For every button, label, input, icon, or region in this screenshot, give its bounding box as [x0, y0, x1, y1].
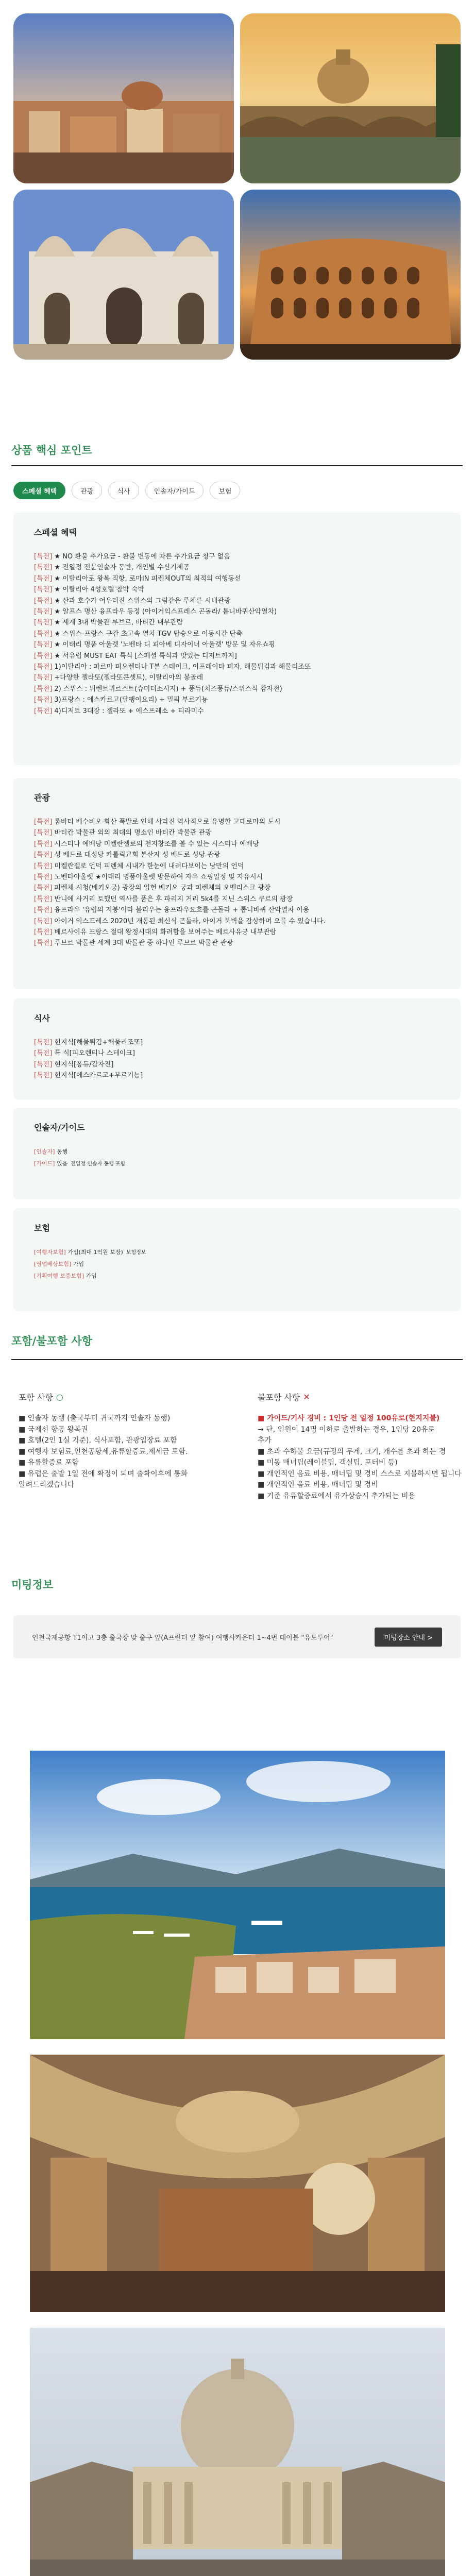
list-item: [34, 617, 440, 628]
item-tag: [기획여행 보증보험]: [34, 1273, 84, 1279]
circle-icon: ○: [56, 1392, 63, 1402]
list-item: [34, 1037, 440, 1048]
item-text: 현지식[퐁듀/감자전]: [54, 1060, 114, 1069]
list-item: → 단, 인원이 14명 이하로 출발하는 경우, 1인당 20유로: [258, 1425, 435, 1434]
item-tag: [특전]: [34, 862, 53, 870]
inclusions-divider: [11, 1359, 463, 1360]
item-tag: [특전]: [34, 840, 53, 848]
list-item: [34, 817, 440, 827]
item-tag: [특전]: [34, 928, 53, 937]
item-tag: [여행자보험]: [34, 1249, 66, 1256]
list-item: [34, 1059, 440, 1070]
list-item: [34, 596, 440, 606]
item-text: 루브르 박물관 세계 3대 박물관 중 하나인 루브르 박물관 관광: [54, 939, 233, 947]
meal-list: [34, 1037, 440, 1081]
tab-meal[interactable]: 식사: [108, 482, 139, 499]
item-tag: [특전]: [34, 1049, 53, 1058]
item-text: ★ 스위스-프랑스 구간 초고속 열차 TGV 탑승으로 이동시간 단축: [54, 630, 243, 638]
list-item: [34, 639, 440, 650]
list-item: [34, 629, 440, 639]
insurance-card: [13, 1208, 461, 1311]
list-item: [34, 883, 440, 893]
item-text: 2) 스위스 : 뮈렌트뮈르스트(슈미터소시지) + 퐁듀(치즈퐁듀/스위스식 감자전): [54, 685, 282, 693]
item-tag: [특전]: [34, 696, 53, 704]
special-heading: 스페셜 혜택: [34, 528, 77, 537]
item-tag: [특전]: [34, 707, 53, 715]
item-tag: [특전]: [34, 608, 53, 616]
item-text: 롬바티 베수비오 화산 폭발로 인해 사라진 역사적으로 유명한 고대로마의 도시: [54, 818, 281, 826]
item-tag: [특전]: [34, 1060, 53, 1069]
meeting-location-button[interactable]: 미팅장소 안내 >: [375, 1628, 442, 1647]
included-heading: [19, 1391, 238, 1403]
item-text: ★ 이탈리아로 왕복 직항, 로마IN 피렌체OUT의 최적의 여행동선: [54, 574, 241, 583]
list-item: [34, 651, 440, 662]
item-tag: [특전]: [34, 917, 53, 925]
insurance-list: [34, 1247, 440, 1282]
item-text: 4)디저트 3대장 : 젤라또 + 에스프레소 + 티라미수: [54, 707, 204, 715]
item-tag: [특전]: [34, 873, 53, 882]
list-item: ■ 개인적인 음료 비용, 매너팁 및 경비: [258, 1481, 378, 1489]
list-item: ■ 여행자 보험료,인천공항세,유류할증료,제세금 포함.: [19, 1447, 188, 1456]
list-item: [34, 662, 440, 672]
item-text: 1)이탈리아 : 파르마 피오렌티나 T본 스테이크, 이프레이타 피자, 해물튀김과 해물리조또: [54, 663, 311, 671]
excluded-heading: [258, 1391, 474, 1403]
list-item: ■ 인솔자 동행 (출국부터 귀국까지 인솔자 동행): [19, 1414, 171, 1422]
item-text: ★ 이탈리아 4성호텔 참박 숙박: [54, 586, 144, 594]
item-tag: [특전]: [34, 884, 53, 892]
item-tag: [특전]: [34, 1039, 53, 1046]
meeting-text: 인천국제공항 T1이고 3층 출국장 맞 출구 앞(A프런터 앞 참여) 여행사카운터 1~4번 테이블 "유도투어": [32, 1634, 333, 1642]
list-item: [34, 861, 440, 872]
excluded-heading-label: 불포함 사항: [258, 1393, 300, 1402]
item-tag: [특전]: [34, 939, 53, 947]
item-tag: [특전]: [34, 685, 53, 693]
item-text: ★ 알프스 명산 융프라우 등정 (아이거익스프레스 곤돌라/ 톱니바퀴산악열차): [54, 608, 277, 616]
highlight-tabs: [13, 482, 240, 499]
list-item: [34, 839, 440, 850]
meal-heading: 식사: [34, 1013, 50, 1023]
item-tag: [특전]: [34, 906, 53, 914]
item-text: +다양한 젤라또(젤라또콘셋트), 이탈리아의 봉골레: [54, 674, 204, 682]
item-text: 반니에 사거리 토했던 역사를 품은 후 파리지 거리 5k4를 지닌 스위스 쿠르의 광장: [54, 895, 293, 903]
item-tag: [특전]: [34, 564, 53, 572]
item-tag: [특전]: [34, 895, 53, 903]
item-text: 바티칸 박물관 외의 최대의 명소인 바티칸 박물관 관광: [54, 829, 212, 837]
item-text: 융프라우 '유럽의 지붕'이라 불리우는 융프라우요흐를 곤돌라 + 톱니바퀴 산악열차 이용: [54, 906, 310, 914]
list-item: ■ 국제선 항공 왕복권: [19, 1425, 88, 1434]
list-item: 추가: [258, 1436, 272, 1445]
list-item: ■ 호텔(2인 1실 기준), 식사포함, 관광입장료 포함: [19, 1436, 177, 1445]
list-item: [34, 1259, 440, 1270]
list-item: [34, 551, 440, 562]
list-item: [34, 672, 440, 683]
item-text: ★ 이태리 명품 아울렛 '노벤타 디 피아베 디자이너 아울렛' 방문 및 자유쇼핑: [54, 641, 275, 649]
list-item: [34, 1158, 440, 1170]
item-tag: [특전]: [34, 1072, 53, 1080]
list-item: [34, 1247, 440, 1259]
item-tag: [영업배상보험]: [34, 1261, 72, 1267]
excluded-alert: ■ 가이드/기사 경비 : 1인당 전 일정 100유로(현지지불): [258, 1414, 440, 1422]
special-list: [34, 551, 440, 717]
item-text: 베르사이유 프랑스 절대 왕정시대의 화려함을 보여주는 베르사유궁 내부관람: [54, 928, 277, 937]
list-item: [34, 606, 440, 617]
list-item: [34, 573, 440, 584]
item-tag: [특전]: [34, 818, 53, 826]
list-item: [34, 850, 440, 860]
excluded-list: [258, 1425, 474, 1502]
item-tag: [특전]: [34, 630, 53, 638]
item-text: ★ 전일정 전문인솔자 동반, 개인별 수신기제공: [54, 564, 190, 572]
item-text: ★ 산과 호수가 어우러진 스위스의 그림같은 루체른 시내관광: [54, 597, 231, 605]
item-tag: [특전]: [34, 553, 53, 561]
item-tag: [가이드]: [34, 1160, 55, 1167]
inclusions-title: 포함/불포함 사항: [11, 1335, 92, 1347]
tour-card: [13, 778, 461, 989]
list-item: [34, 684, 440, 694]
tab-tour[interactable]: 관광: [72, 482, 102, 499]
item-tag: [특전]: [34, 619, 53, 627]
item-tag: [특전]: [34, 851, 53, 859]
included-list: [19, 1413, 238, 1491]
insurance-heading: 보험: [34, 1223, 50, 1233]
item-text: 시스티나 예배당 미켈란젤로의 천지창조를 볼 수 있는 시스티나 예배당: [54, 840, 259, 848]
item-text: 미켈란젤로 언덕 피렌체 시내가 한눈에 내려다보이는 낭만의 언덕: [54, 862, 244, 870]
item-tag: [인솔자]: [34, 1148, 55, 1155]
item-note: 보험정보: [126, 1250, 146, 1256]
item-text: 가입: [86, 1273, 97, 1279]
guide-heading: 인솔자/가이드: [34, 1123, 85, 1132]
list-item: [34, 827, 440, 838]
item-note: 전일정 인솔자 동행 포함: [71, 1161, 126, 1167]
tour-list: [34, 817, 440, 949]
colosseum-image: [240, 190, 461, 360]
list-item: [34, 706, 440, 717]
highlights-title: 상품 핵심 포인트: [11, 444, 92, 456]
tab-special[interactable]: 스페셜 혜택: [13, 482, 65, 499]
item-text: 성 베드로 대성당 카톨릭교회 본산지 성 베드로 성당 관광: [54, 851, 221, 859]
excluded-section: [258, 1391, 474, 1502]
list-item: [34, 1146, 440, 1158]
item-text: 현지식[해물튀김+해물리조또]: [54, 1039, 143, 1046]
item-text: 가입(최대 1억원 보장): [67, 1249, 123, 1256]
list-item: 알려드리겠습니다: [19, 1481, 75, 1489]
florence-cityscape-image: [13, 13, 234, 183]
st-peters-basilica-image: [30, 2328, 445, 2576]
list-item: ■ 미동 매너팁(레이블팁, 객실팁, 포터비 등): [258, 1459, 398, 1467]
list-item: ■ 초과 수하물 요금(규정의 무게, 크기, 개수를 초과 하는 경: [258, 1447, 446, 1456]
list-item: [34, 1270, 440, 1282]
list-item: [34, 927, 440, 938]
guide-list: [34, 1146, 440, 1170]
chapel-fresco-image: [30, 2055, 445, 2312]
list-item: [34, 905, 440, 916]
list-item: ■ 기준 유류할증료에서 유가상승시 추가되는 비용: [258, 1492, 415, 1500]
item-text: 아이거 익스프레스 2020년 개통된 최신식 곤돌라, 아이거 북벽을 감상하며 오를 수 있습니다.: [54, 917, 326, 925]
meeting-title: 미팅정보: [11, 1579, 54, 1591]
list-item: [34, 872, 440, 883]
item-tag: [특전]: [34, 574, 53, 583]
item-text: ★ NO 환불 추가요금 - 환불 변동에 따른 추가요금 청구 없음: [54, 553, 230, 561]
meeting-box: [13, 1615, 461, 1658]
item-tag: [특전]: [34, 674, 53, 682]
tab-insurance[interactable]: 보험: [210, 482, 240, 499]
venice-cathedral-image: [13, 190, 234, 360]
item-tag: [특전]: [34, 641, 53, 649]
list-item: [34, 694, 440, 705]
included-heading-label: 포함 사항: [19, 1393, 53, 1402]
item-text: 피렌체 시청(베키오궁) 광장의 입헌 베키오 궁과 피렌체의 오벨리스크 광장: [54, 884, 271, 892]
list-item: [34, 1048, 440, 1059]
item-text: 현지식[에스카르고+부르기뇽]: [54, 1072, 143, 1080]
item-text: 동행: [56, 1148, 68, 1155]
item-text: ★ 서유럽 MUST EAT 특식 [스페셜 특식과 맛있는 디저트까지]: [54, 652, 237, 660]
special-card: [13, 513, 461, 765]
tab-guide[interactable]: 인솔자/가이드: [145, 482, 204, 499]
tour-heading: 관광: [34, 793, 50, 803]
list-item: ■ 개인적인 음료 비용, 매너팁 및 경비 스스로 지불하시면 됩니다: [258, 1469, 462, 1478]
list-item: ■ 유럽은 출발 1일 전에 확정이 되며 출확이후에 통화: [19, 1469, 188, 1478]
rome-bridge-image: [240, 13, 461, 183]
list-item: [34, 894, 440, 905]
item-tag: [특전]: [34, 586, 53, 594]
close-icon: ✕: [303, 1392, 310, 1402]
item-text: 노벤타아울렛 ★이태리 명품아울렛 방문하여 자유 쇼핑일정 및 자유시시: [54, 873, 263, 882]
item-tag: [특전]: [34, 597, 53, 605]
list-item: [34, 1070, 440, 1081]
list-item: [34, 562, 440, 573]
included-section: [19, 1391, 238, 1491]
meal-card: [13, 998, 461, 1099]
item-text: 있음: [56, 1160, 68, 1167]
amalfi-coast-image: [30, 1751, 445, 2039]
item-text: 3)프랑스 : 에스카르고(달팽이요리) + 밀푀 부르기뇽: [54, 696, 208, 704]
photo-grid: [13, 13, 461, 360]
item-tag: [특전]: [34, 829, 53, 837]
list-item: [34, 916, 440, 927]
item-text: ★ 세계 3대 박물관 루브르, 바티칸 내부관람: [54, 619, 183, 627]
highlights-divider: [11, 465, 463, 466]
guide-card: [13, 1108, 461, 1199]
item-text: 가입: [73, 1261, 84, 1267]
list-item: [34, 938, 440, 948]
item-tag: [특전]: [34, 652, 53, 660]
list-item: ■ 유류할증료 포함: [19, 1459, 79, 1467]
item-tag: [특전]: [34, 663, 53, 671]
list-item: [34, 584, 440, 595]
item-text: 특 식[피오렌티나 스테이크]: [54, 1049, 135, 1058]
